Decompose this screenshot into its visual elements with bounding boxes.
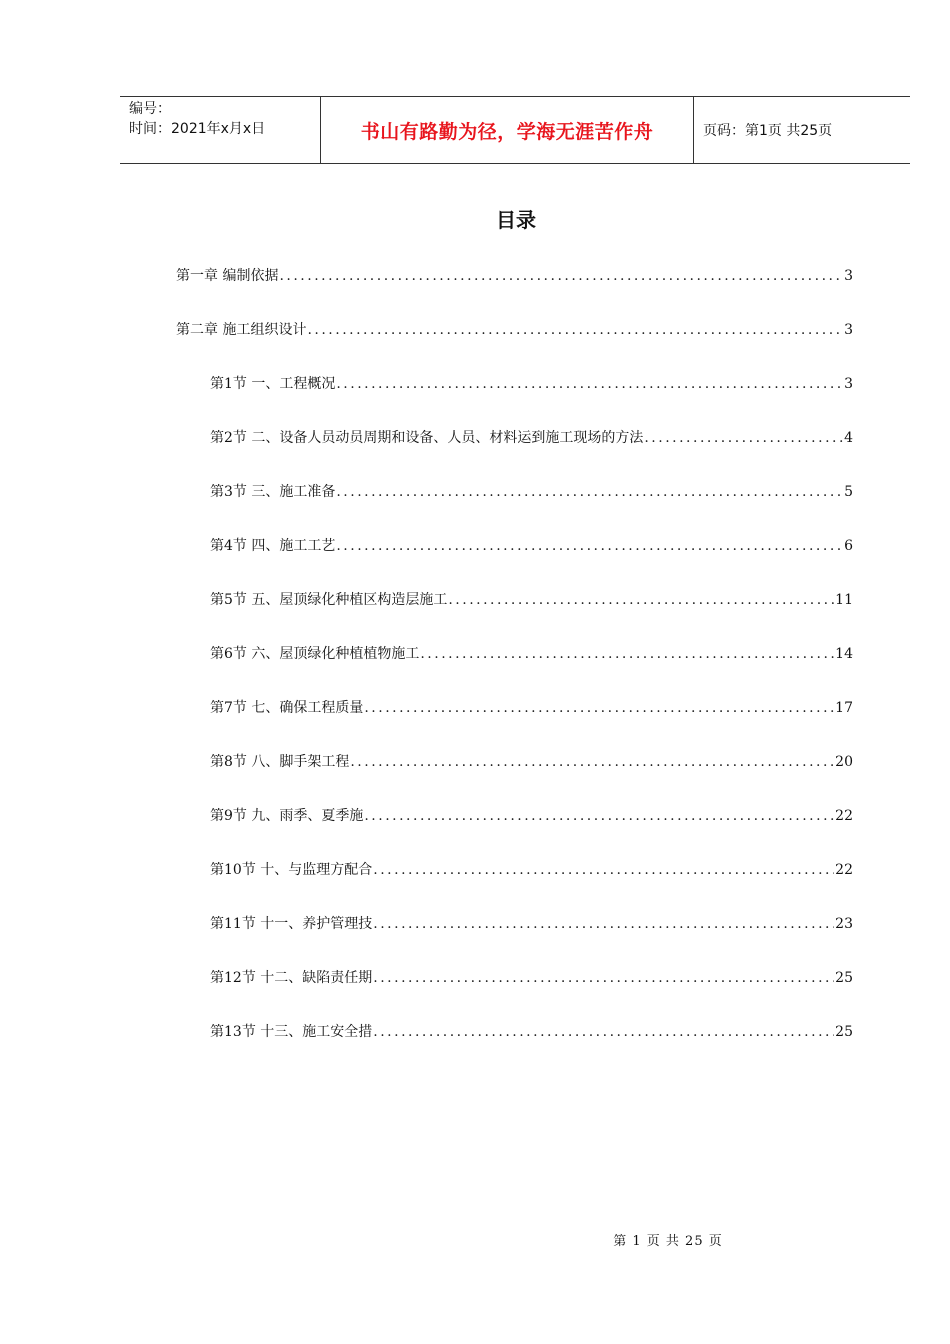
toc-entry-label: 第12节 十二、缺陷责任期 [210, 970, 373, 986]
toc-dot-leader [373, 913, 834, 935]
toc-dot-leader [364, 697, 834, 719]
toc-entry-page-number: 25 [835, 970, 853, 986]
page-footer: 第 1 页 共 25 页 [613, 1234, 723, 1249]
toc-dot-leader [373, 859, 834, 881]
page-header [120, 96, 910, 164]
toc-dot-leader [448, 589, 834, 611]
toc-dot-leader [373, 1021, 834, 1043]
toc-entry-page-number: 3 [844, 376, 853, 392]
toc-entry-page-number: 22 [835, 862, 853, 878]
toc-entry-label: 第9节 九、雨季、夏季施 [210, 808, 364, 824]
document-number-label: 编号： [129, 101, 171, 117]
toc-entry-page-number: 20 [835, 754, 853, 770]
toc-dot-leader [336, 481, 843, 503]
toc-entry-page-number: 6 [844, 538, 853, 554]
toc-entry[interactable] [210, 697, 853, 719]
toc-entry[interactable] [176, 265, 853, 287]
toc-dot-leader [350, 751, 834, 773]
toc-entry-label: 第4节 四、施工工艺 [210, 538, 336, 554]
toc-dot-leader [336, 535, 843, 557]
toc-entry-page-number: 5 [844, 484, 853, 500]
toc-entry-page-number: 11 [835, 592, 853, 608]
header-motto: 书山有路勤为径，学海无涯苦作舟 [321, 97, 694, 163]
toc-entry[interactable] [210, 535, 853, 557]
toc-entry-page-number: 3 [844, 322, 853, 338]
toc-entry-page-number: 17 [835, 700, 853, 716]
toc-entry[interactable] [210, 427, 853, 449]
toc-entry-label: 第10节 十、与监理方配合 [210, 862, 373, 878]
toc-entry-label: 第6节 六、屋顶绿化种植植物施工 [210, 646, 420, 662]
toc-dot-leader [336, 373, 843, 395]
document-time-label: 时间：2021年x月x日 [129, 121, 266, 137]
toc-entry[interactable] [210, 805, 853, 827]
toc-dot-leader [373, 967, 834, 989]
toc-entry-label: 第二章 施工组织设计 [176, 322, 307, 338]
toc-entry-label: 第7节 七、确保工程质量 [210, 700, 364, 716]
toc-dot-leader [364, 805, 834, 827]
toc-entry[interactable] [210, 1021, 853, 1043]
toc-dot-leader [279, 265, 843, 287]
toc-entry-label: 第11节 十一、养护管理技 [210, 916, 373, 932]
toc-entry-label: 第13节 十三、施工安全措 [210, 1024, 373, 1040]
toc-entry[interactable] [210, 913, 853, 935]
toc-entry-label: 第3节 三、施工准备 [210, 484, 336, 500]
toc-entry[interactable] [210, 751, 853, 773]
toc-dot-leader [307, 319, 843, 341]
toc-entry-label: 第5节 五、屋顶绿化种植区构造层施工 [210, 592, 448, 608]
toc-entry-page-number: 25 [835, 1024, 853, 1040]
toc-entry-page-number: 14 [835, 646, 853, 662]
toc-entry-page-number: 4 [844, 430, 853, 446]
toc-entry[interactable] [210, 481, 853, 503]
toc-entry-page-number: 3 [844, 268, 853, 284]
document-title: 目录 [496, 208, 536, 232]
toc-entry-label: 第2节 二、设备人员动员周期和设备、人员、材料运到施工现场的方法 [210, 430, 644, 446]
toc-entry[interactable] [210, 373, 853, 395]
header-meta [120, 97, 321, 163]
toc-entry[interactable] [210, 643, 853, 665]
toc-entry-page-number: 23 [835, 916, 853, 932]
toc-dot-leader [420, 643, 834, 665]
toc-entry[interactable] [210, 589, 853, 611]
header-page-info: 页码：第1页 共25页 [703, 123, 833, 139]
toc-entry-label: 第1节 一、工程概况 [210, 376, 336, 392]
toc-entry-page-number: 22 [835, 808, 853, 824]
toc-entry-label: 第一章 编制依据 [176, 268, 279, 284]
toc-entry[interactable] [210, 859, 853, 881]
toc-entry[interactable] [176, 319, 853, 341]
toc-entry-label: 第8节 八、脚手架工程 [210, 754, 350, 770]
toc-dot-leader [644, 427, 843, 449]
toc-entry[interactable] [210, 967, 853, 989]
